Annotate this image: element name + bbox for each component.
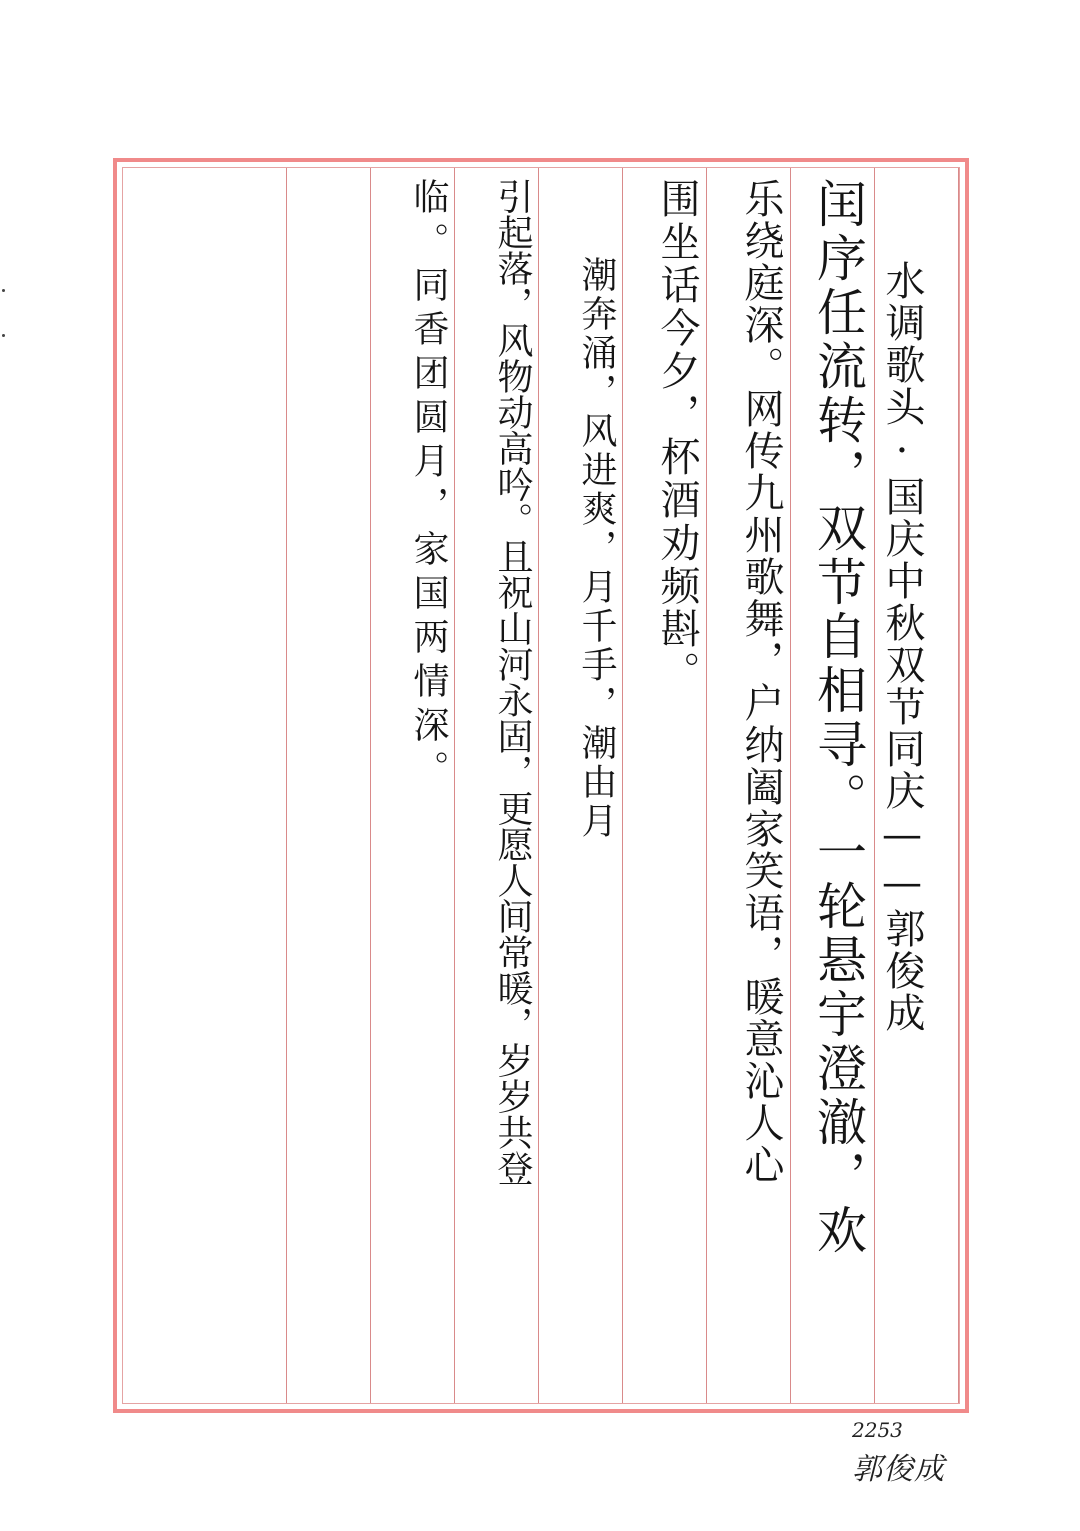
- title-column: [874, 168, 959, 1403]
- scan-mark: [2, 334, 5, 337]
- poem-title: 水调歌头·国庆中秋双节同庆——郭俊成: [879, 260, 925, 1034]
- paper-grid: [122, 167, 960, 1404]
- poem-line: 乐绕庭深。网传九州歌舞，户纳阖家笑语，暖意沁人心: [738, 178, 784, 1186]
- poem-column: [790, 168, 875, 1403]
- poem-column: [538, 168, 623, 1403]
- manuscript-paper: [113, 158, 969, 1413]
- signature: [852, 1418, 945, 1488]
- scan-mark: [2, 289, 5, 292]
- poem-line: 临。同香团圆月，家国两情深。: [408, 178, 449, 794]
- signature-name: 郭俊成: [852, 1452, 945, 1487]
- poem-column: [706, 168, 791, 1403]
- poem-line: 围坐话今夕，杯酒劝频斟。: [654, 178, 700, 694]
- poem-line: 引起落，风物动高吟。且祝山河永固，更愿人间常暖，岁岁共登: [492, 178, 533, 1186]
- empty-column: [123, 168, 203, 1403]
- empty-column: [286, 168, 371, 1403]
- poem-line: 闰序任流转，双节自相寻。一轮悬宇澄澈，欢: [809, 178, 867, 1258]
- poem-column: [370, 168, 455, 1403]
- empty-column: [202, 168, 287, 1403]
- poem-column: [622, 168, 707, 1403]
- poem-line: 潮奔涌，风进爽，月千手，潮由月: [576, 178, 617, 841]
- poem-column: [454, 168, 539, 1403]
- signature-number: 2253: [852, 1418, 903, 1442]
